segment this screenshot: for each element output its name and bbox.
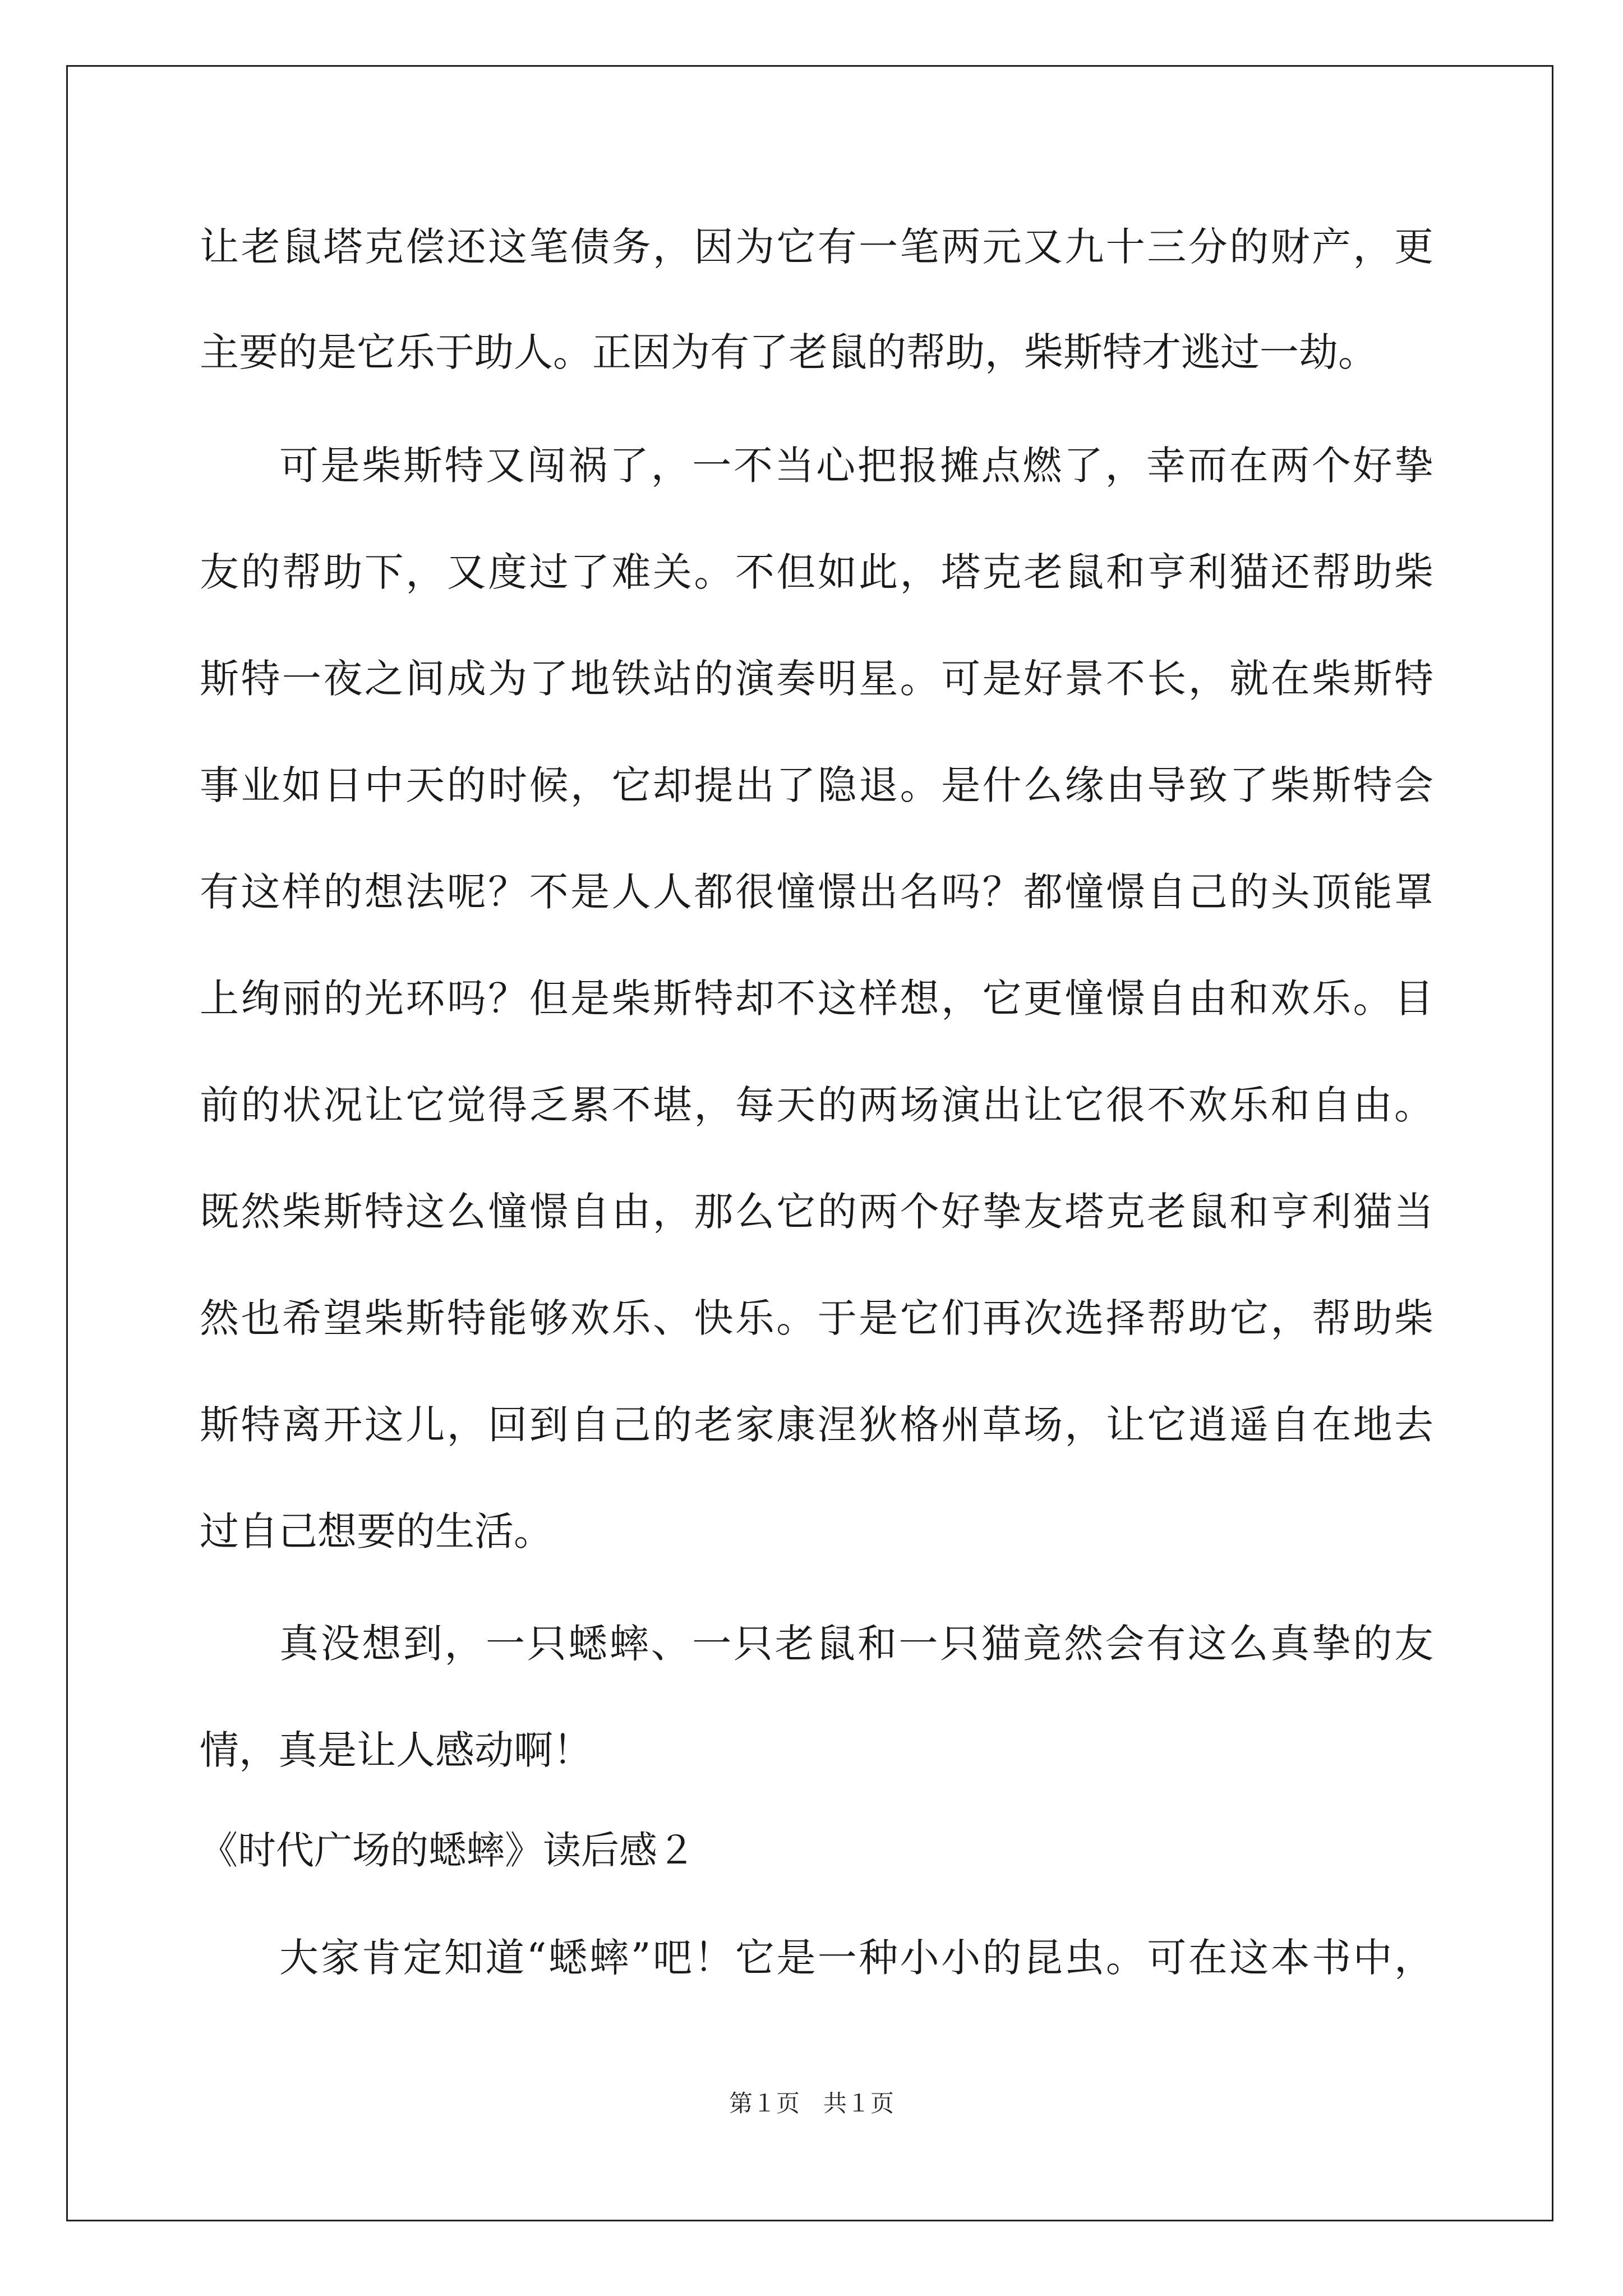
paragraph-line: 可是柴斯特又闯祸了，一不当心把报摊点燃了，幸而在两个好挚 <box>279 443 1433 489</box>
paragraph-line: 让老鼠塔克偿还这笔债务，因为它有一笔两元又九十三分的财产，更 <box>200 224 1433 270</box>
paragraph-line: 大家肯定知道“蟋蟀”吧！它是一种小小的昆虫。可在这本书中， <box>279 1935 1433 1981</box>
paragraph-line: 真没想到，一只蟋蟀、一只老鼠和一只猫竟然会有这么真挚的友 <box>279 1621 1433 1667</box>
page-border <box>66 65 1553 2221</box>
section-heading: 《时代广场的蟋蟀》读后感２ <box>200 1829 696 1873</box>
paragraph-line: 前的状况让它觉得乏累不堪，每天的两场演出让它很不欢乐和自由。 <box>200 1082 1433 1128</box>
page-number-footer: 第１页 共１页 <box>728 2090 894 2117</box>
paragraph-line: 斯特一夜之间成为了地铁站的演奏明星。可是好景不长，就在柴斯特 <box>200 656 1433 702</box>
paragraph-line: 情，真是让人感动啊！ <box>200 1727 592 1773</box>
paragraph-line: 友的帮助下，又度过了难关。不但如此，塔克老鼠和亨利猫还帮助柴 <box>200 549 1433 595</box>
paragraph-line: 斯特离开这儿，回到自己的老家康涅狄格州草场，让它逍遥自在地去 <box>200 1402 1433 1448</box>
paragraph-line: 有这样的想法呢？不是人人都很憧憬出名吗？都憧憬自己的头顶能罩 <box>200 869 1433 915</box>
paragraph-line: 既然柴斯特这么憧憬自由，那么它的两个好挚友塔克老鼠和亨利猫当 <box>200 1189 1433 1235</box>
paragraph-line: 主要的是它乐于助人。正因为有了老鼠的帮助，柴斯特才逃过一劫。 <box>200 329 1377 375</box>
paragraph-line: 上绚丽的光环吗？但是柴斯特却不这样想，它更憧憬自由和欢乐。目 <box>200 976 1433 1022</box>
paragraph-line: 事业如日中天的时候，它却提出了隐退。是什么缘由导致了柴斯特会 <box>200 762 1433 808</box>
paragraph-line: 然也希望柴斯特能够欢乐、快乐。于是它们再次选择帮助它，帮助柴 <box>200 1295 1433 1341</box>
paragraph-line: 过自己想要的生活。 <box>200 1508 553 1554</box>
